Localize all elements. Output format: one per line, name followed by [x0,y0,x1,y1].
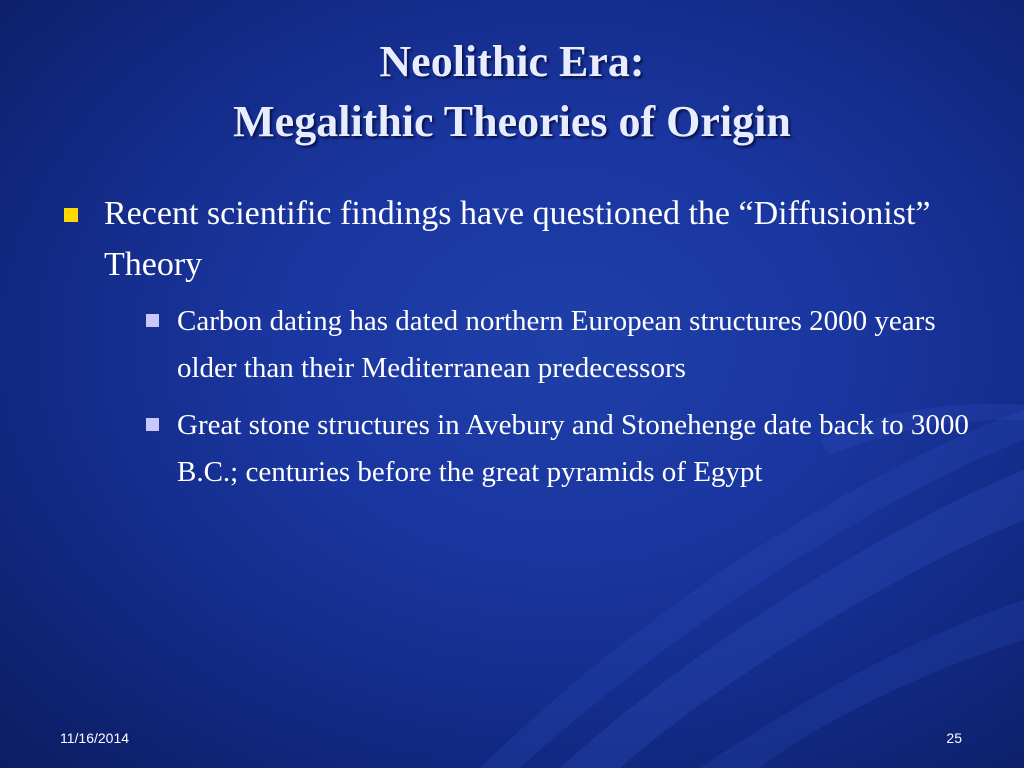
sub-bullet-text: Carbon dating has dated northern European structures 2000 years older than their Mediterranean predecessors [177,305,936,384]
square-bullet-icon [64,208,78,222]
sub-bullet [146,402,980,496]
title-line-1: Neolithic Era: [379,37,645,86]
sub-bullet-text: Great stone structures in Avebury and Stonehenge date back to 3000 B.C.; centuries before the great pyramids of Egypt [177,409,969,488]
bullet-text: Recent scientific findings have questioned the “Diffusionist” Theory [104,195,931,283]
square-bullet-icon [146,314,159,327]
square-bullet-icon [146,418,159,431]
footer-date: 11/16/2014 [60,730,130,746]
title-line-2: Megalithic Theories of Origin [233,97,791,146]
slide-body [60,188,980,496]
page-number: 25 [946,730,962,746]
slide-title [0,32,1024,152]
sub-bullet [146,298,980,392]
bullet-level1 [60,188,980,290]
